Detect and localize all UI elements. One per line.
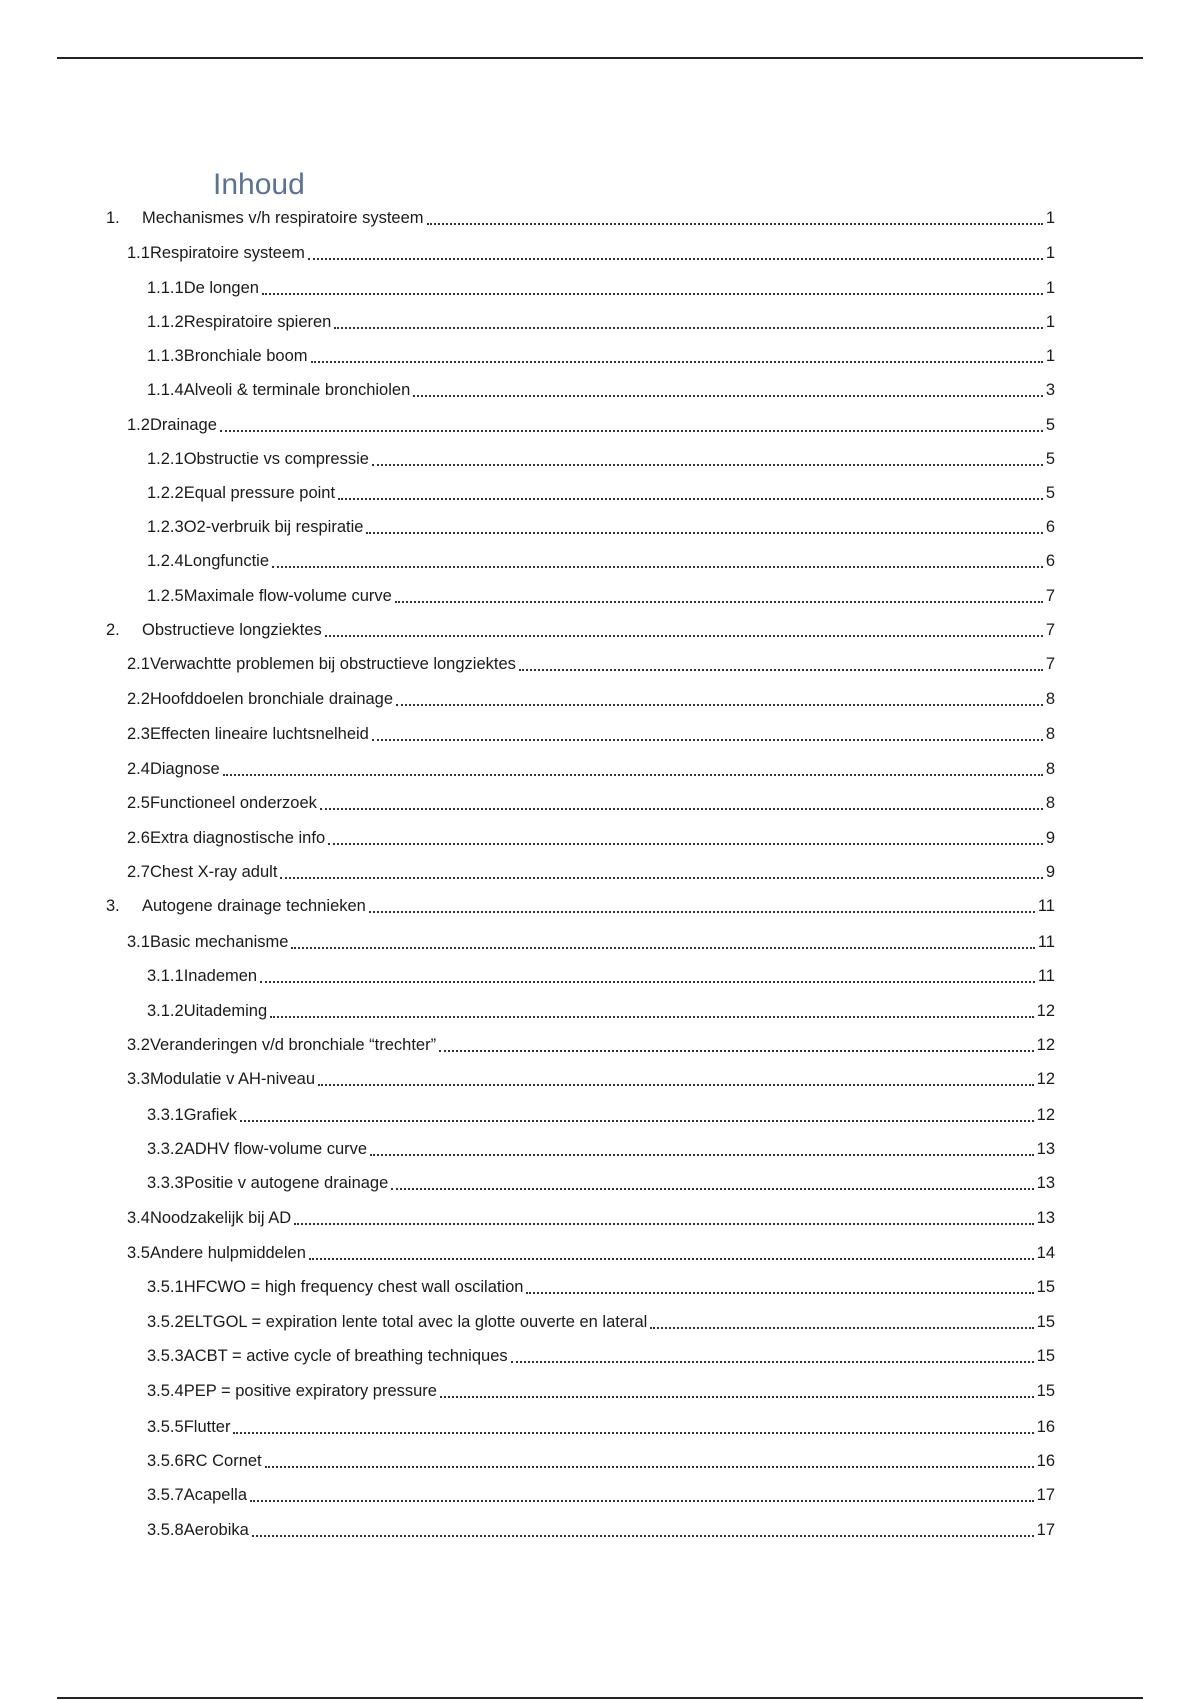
toc-dot-leader <box>308 258 1043 260</box>
toc-entry-number: 2.5 <box>127 794 150 812</box>
toc-entry[interactable] <box>147 446 1055 470</box>
toc-entry-page: 7 <box>1045 587 1055 605</box>
toc-entry-label: Inademen <box>183 967 258 985</box>
toc-entry-label: Grafiek <box>183 1106 237 1124</box>
toc-entry-number: 2.3 <box>127 725 150 743</box>
toc-entry-label: Obstructie vs compressie <box>183 450 369 468</box>
toc-entry-page: 14 <box>1036 1244 1055 1262</box>
toc-entry[interactable] <box>147 480 1055 504</box>
toc-entry[interactable] <box>127 1205 1055 1229</box>
toc-entry-label: Respiratoire systeem <box>149 244 305 262</box>
toc-dot-leader <box>325 635 1043 637</box>
toc-entry-page: 3 <box>1045 381 1055 399</box>
toc-entry-label: Mechanismes v/h respiratoire systeem <box>142 209 424 227</box>
toc-entry-label: PEP = positive expiratory pressure <box>183 1382 437 1400</box>
toc-entry-label: Andere hulpmiddelen <box>149 1244 306 1262</box>
toc-dot-leader <box>252 1535 1034 1537</box>
toc-entry-page: 15 <box>1036 1313 1055 1331</box>
toc-entry-number: 1.1 <box>127 244 150 262</box>
toc-entry-page: 1 <box>1045 347 1055 365</box>
toc-dot-leader <box>413 395 1043 397</box>
toc-dot-leader <box>650 1327 1033 1329</box>
toc-entry-number: 1.2.3 <box>147 518 184 536</box>
toc-entry-label: Diagnose <box>149 760 220 778</box>
toc-entry-number: 2.6 <box>127 829 150 847</box>
toc-entry-label: ELTGOL = expiration lente total avec la glotte ouverte en lateral <box>183 1313 648 1331</box>
toc-entry[interactable] <box>127 651 1055 675</box>
toc-entry-page: 17 <box>1036 1486 1055 1504</box>
toc-dot-leader <box>370 1154 1034 1156</box>
toc-entry-number: 2. <box>106 621 120 639</box>
toc-entry-number: 2.1 <box>127 655 150 673</box>
toc-entry-label: Hoofddoelen bronchiale drainage <box>149 690 394 708</box>
toc-entry[interactable] <box>147 1309 1055 1333</box>
toc-entry-number: 3.1.2 <box>147 1002 184 1020</box>
toc-entry-number: 1.1.3 <box>147 347 184 365</box>
toc-entry-page: 7 <box>1045 655 1055 673</box>
toc-entry-page: 1 <box>1045 313 1055 331</box>
toc-entry[interactable] <box>147 1170 1055 1194</box>
toc-entry[interactable] <box>127 1032 1055 1056</box>
toc-entry[interactable] <box>127 686 1055 710</box>
toc-entry-label: Effecten lineaire luchtsnelheid <box>149 725 369 743</box>
toc-dot-leader <box>270 1016 1033 1018</box>
toc-entry-number: 1.1.2 <box>147 313 184 331</box>
toc-entry[interactable] <box>106 893 1055 917</box>
toc-entry-label: Veranderingen v/d bronchiale “trechter” <box>149 1036 437 1054</box>
toc-dot-leader <box>320 808 1043 810</box>
toc-entry[interactable] <box>147 514 1055 538</box>
toc-entry[interactable] <box>147 998 1055 1022</box>
toc-dot-leader <box>311 361 1043 363</box>
toc-entry-number: 3.2 <box>127 1036 150 1054</box>
toc-entry-page: 8 <box>1045 690 1055 708</box>
toc-entry-label: HFCWO = high frequency chest wall oscilation <box>183 1278 524 1296</box>
toc-entry-label: De longen <box>183 279 259 297</box>
toc-entry[interactable] <box>147 1448 1055 1472</box>
toc-entry-number: 3.3.1 <box>147 1106 184 1124</box>
toc-entry-page: 16 <box>1036 1452 1055 1470</box>
toc-dot-leader <box>280 877 1042 879</box>
toc-entry-number: 1.2.4 <box>147 552 184 570</box>
toc-entry-page: 5 <box>1045 416 1055 434</box>
toc-entry-label: O2-verbruik bij respiratie <box>183 518 364 536</box>
toc-entry-page: 12 <box>1036 1070 1055 1088</box>
toc-entry-page: 7 <box>1045 621 1055 639</box>
toc-dot-leader <box>262 293 1043 295</box>
toc-entry[interactable] <box>127 790 1055 814</box>
toc-entry-label: Basic mechanisme <box>149 933 289 951</box>
toc-entry-label: Equal pressure point <box>183 484 336 502</box>
toc-entry-page: 8 <box>1045 794 1055 812</box>
toc-entry-page: 6 <box>1045 518 1055 536</box>
toc-title: Inhoud <box>213 168 305 201</box>
toc-entry[interactable] <box>147 963 1055 987</box>
toc-dot-leader <box>372 464 1043 466</box>
toc-entry-number: 3.3.3 <box>147 1174 184 1192</box>
toc-dot-leader <box>334 327 1042 329</box>
toc-entry[interactable] <box>106 617 1055 641</box>
toc-entry-label: Maximale flow-volume curve <box>183 587 392 605</box>
toc-entry-number: 2.2 <box>127 690 150 708</box>
toc-dot-leader <box>309 1258 1034 1260</box>
toc-dot-leader <box>440 1396 1034 1398</box>
toc-entry[interactable] <box>147 548 1055 572</box>
toc-entry[interactable] <box>147 1414 1055 1438</box>
toc-entry-label: Positie v autogene drainage <box>183 1174 389 1192</box>
toc-entry-label: Uitademing <box>183 1002 268 1020</box>
toc-entry[interactable] <box>147 275 1055 299</box>
footer-rule <box>57 1697 1143 1699</box>
toc-entry-page: 11 <box>1037 897 1055 915</box>
toc-dot-leader <box>439 1050 1034 1052</box>
toc-dot-leader <box>526 1292 1033 1294</box>
toc-entry-page: 15 <box>1036 1347 1055 1365</box>
toc-entry[interactable] <box>127 721 1055 745</box>
toc-dot-leader <box>233 1432 1033 1434</box>
toc-entry[interactable] <box>147 583 1055 607</box>
toc-entry-number: 3.1 <box>127 933 150 951</box>
toc-entry[interactable] <box>147 1378 1055 1402</box>
toc-entry-number: 3.5.7 <box>147 1486 184 1504</box>
toc-entry-label: Obstructieve longziektes <box>142 621 322 639</box>
toc-entry[interactable] <box>147 1136 1055 1160</box>
toc-entry[interactable] <box>127 240 1055 264</box>
toc-entry-page: 13 <box>1036 1209 1055 1227</box>
toc-entry-page: 1 <box>1045 279 1055 297</box>
toc-dot-leader <box>294 1223 1033 1225</box>
toc-entry-page: 6 <box>1045 552 1055 570</box>
toc-entry-number: 1.2.5 <box>147 587 184 605</box>
toc-entry-label: Noodzakelijk bij AD <box>149 1209 292 1227</box>
toc-entry-page: 13 <box>1036 1140 1055 1158</box>
toc-entry-label: RC Cornet <box>183 1452 262 1470</box>
toc-dot-leader <box>223 774 1043 776</box>
toc-entry-label: Autogene drainage technieken <box>142 897 366 915</box>
toc-entry-number: 3. <box>106 897 120 915</box>
toc-entry-label: Flutter <box>183 1418 231 1436</box>
toc-entry[interactable] <box>127 859 1055 883</box>
toc-entry-page: 8 <box>1045 725 1055 743</box>
toc-entry[interactable] <box>147 1343 1055 1367</box>
toc-entry-page: 12 <box>1036 1106 1055 1124</box>
toc-entry-number: 2.7 <box>127 863 150 881</box>
toc-entry-page: 9 <box>1045 863 1055 881</box>
toc-dot-leader <box>328 843 1043 845</box>
toc-entry[interactable] <box>106 205 1055 229</box>
toc-entry-label: Functioneel onderzoek <box>149 794 317 812</box>
toc-entry-number: 3.5 <box>127 1244 150 1262</box>
toc-entry-label: Chest X-ray adult <box>149 863 278 881</box>
toc-entry-number: 3.3.2 <box>147 1140 184 1158</box>
toc-entry-page: 15 <box>1036 1278 1055 1296</box>
toc-entry-number: 3.3 <box>127 1070 150 1088</box>
toc-entry-page: 17 <box>1036 1521 1055 1539</box>
toc-entry-label: ACBT = active cycle of breathing techniques <box>183 1347 508 1365</box>
toc-dot-leader <box>240 1120 1034 1122</box>
toc-entry-number: 1. <box>106 209 120 227</box>
toc-entry-page: 1 <box>1045 209 1055 227</box>
toc-entry-page: 12 <box>1036 1002 1055 1020</box>
toc-entry-label: Modulatie v AH-niveau <box>149 1070 316 1088</box>
toc-dot-leader <box>366 532 1042 534</box>
toc-entry-number: 3.5.8 <box>147 1521 184 1539</box>
toc-entry-page: 13 <box>1036 1174 1055 1192</box>
toc-dot-leader <box>220 430 1043 432</box>
toc-entry-label: Extra diagnostische info <box>149 829 326 847</box>
toc-entry-number: 3.4 <box>127 1209 150 1227</box>
toc-entry-label: Drainage <box>149 416 217 434</box>
toc-entry-number: 1.1.4 <box>147 381 184 399</box>
toc-entry[interactable] <box>147 1102 1055 1126</box>
toc-entry-label: Aerobika <box>183 1521 249 1539</box>
toc-dot-leader <box>396 704 1043 706</box>
toc-entry-number: 3.5.1 <box>147 1278 184 1296</box>
toc-entry-label: Acapella <box>183 1486 247 1504</box>
toc-entry-page: 1 <box>1045 244 1055 262</box>
toc-entry-page: 16 <box>1036 1418 1055 1436</box>
toc-entry-page: 5 <box>1045 484 1055 502</box>
toc-entry[interactable] <box>147 377 1055 401</box>
toc-entry-number: 3.5.6 <box>147 1452 184 1470</box>
toc-dot-leader <box>391 1188 1033 1190</box>
toc-entry[interactable] <box>127 929 1055 953</box>
toc-entry-page: 9 <box>1045 829 1055 847</box>
toc-entry-page: 12 <box>1036 1036 1055 1054</box>
toc-entry[interactable] <box>147 1482 1055 1506</box>
toc-dot-leader <box>250 1500 1034 1502</box>
toc-entry-label: Respiratoire spieren <box>183 313 332 331</box>
toc-dot-leader <box>427 223 1043 225</box>
toc-entry-number: 3.5.3 <box>147 1347 184 1365</box>
toc-entry[interactable] <box>147 1274 1055 1298</box>
toc-entry-page: 11 <box>1037 967 1055 985</box>
toc-entry-label: Alveoli & terminale bronchiolen <box>183 381 411 399</box>
toc-dot-leader <box>395 601 1043 603</box>
toc-entry[interactable] <box>147 309 1055 333</box>
toc-entry-label: Verwachtte problemen bij obstructieve longziektes <box>149 655 516 673</box>
toc-dot-leader <box>372 739 1043 741</box>
header-rule <box>57 57 1143 59</box>
toc-entry-number: 2.4 <box>127 760 150 778</box>
toc-entry-label: Longfunctie <box>183 552 270 570</box>
toc-entry-page: 15 <box>1036 1382 1055 1400</box>
toc-entry-number: 1.2 <box>127 416 150 434</box>
toc-entry[interactable] <box>127 756 1055 780</box>
toc-entry-page: 11 <box>1037 933 1055 951</box>
toc-entry-page: 5 <box>1045 450 1055 468</box>
toc-entry[interactable] <box>127 412 1055 436</box>
toc-entry-number: 1.2.1 <box>147 450 184 468</box>
toc-dot-leader <box>369 911 1035 913</box>
toc-dot-leader <box>519 669 1043 671</box>
toc-dot-leader <box>291 947 1034 949</box>
toc-entry-number: 3.5.4 <box>147 1382 184 1400</box>
toc-entry-label: Bronchiale boom <box>183 347 308 365</box>
toc-entry-page: 8 <box>1045 760 1055 778</box>
toc-entry[interactable] <box>147 343 1055 367</box>
toc-entry-number: 3.5.5 <box>147 1418 184 1436</box>
toc-entry[interactable] <box>127 825 1055 849</box>
toc-dot-leader <box>318 1084 1034 1086</box>
toc-entry-number: 1.2.2 <box>147 484 184 502</box>
toc-entry-number: 3.1.1 <box>147 967 184 985</box>
toc-entry[interactable] <box>147 1517 1055 1541</box>
toc-entry-number: 1.1.1 <box>147 279 184 297</box>
toc-dot-leader <box>272 566 1043 568</box>
toc-dot-leader <box>338 498 1043 500</box>
toc-entry-label: ADHV flow-volume curve <box>183 1140 368 1158</box>
toc-entry[interactable] <box>127 1240 1055 1264</box>
toc-entry[interactable] <box>127 1066 1055 1090</box>
toc-dot-leader <box>260 981 1035 983</box>
toc-dot-leader <box>511 1361 1034 1363</box>
toc-dot-leader <box>265 1466 1034 1468</box>
toc-entry-number: 3.5.2 <box>147 1313 184 1331</box>
